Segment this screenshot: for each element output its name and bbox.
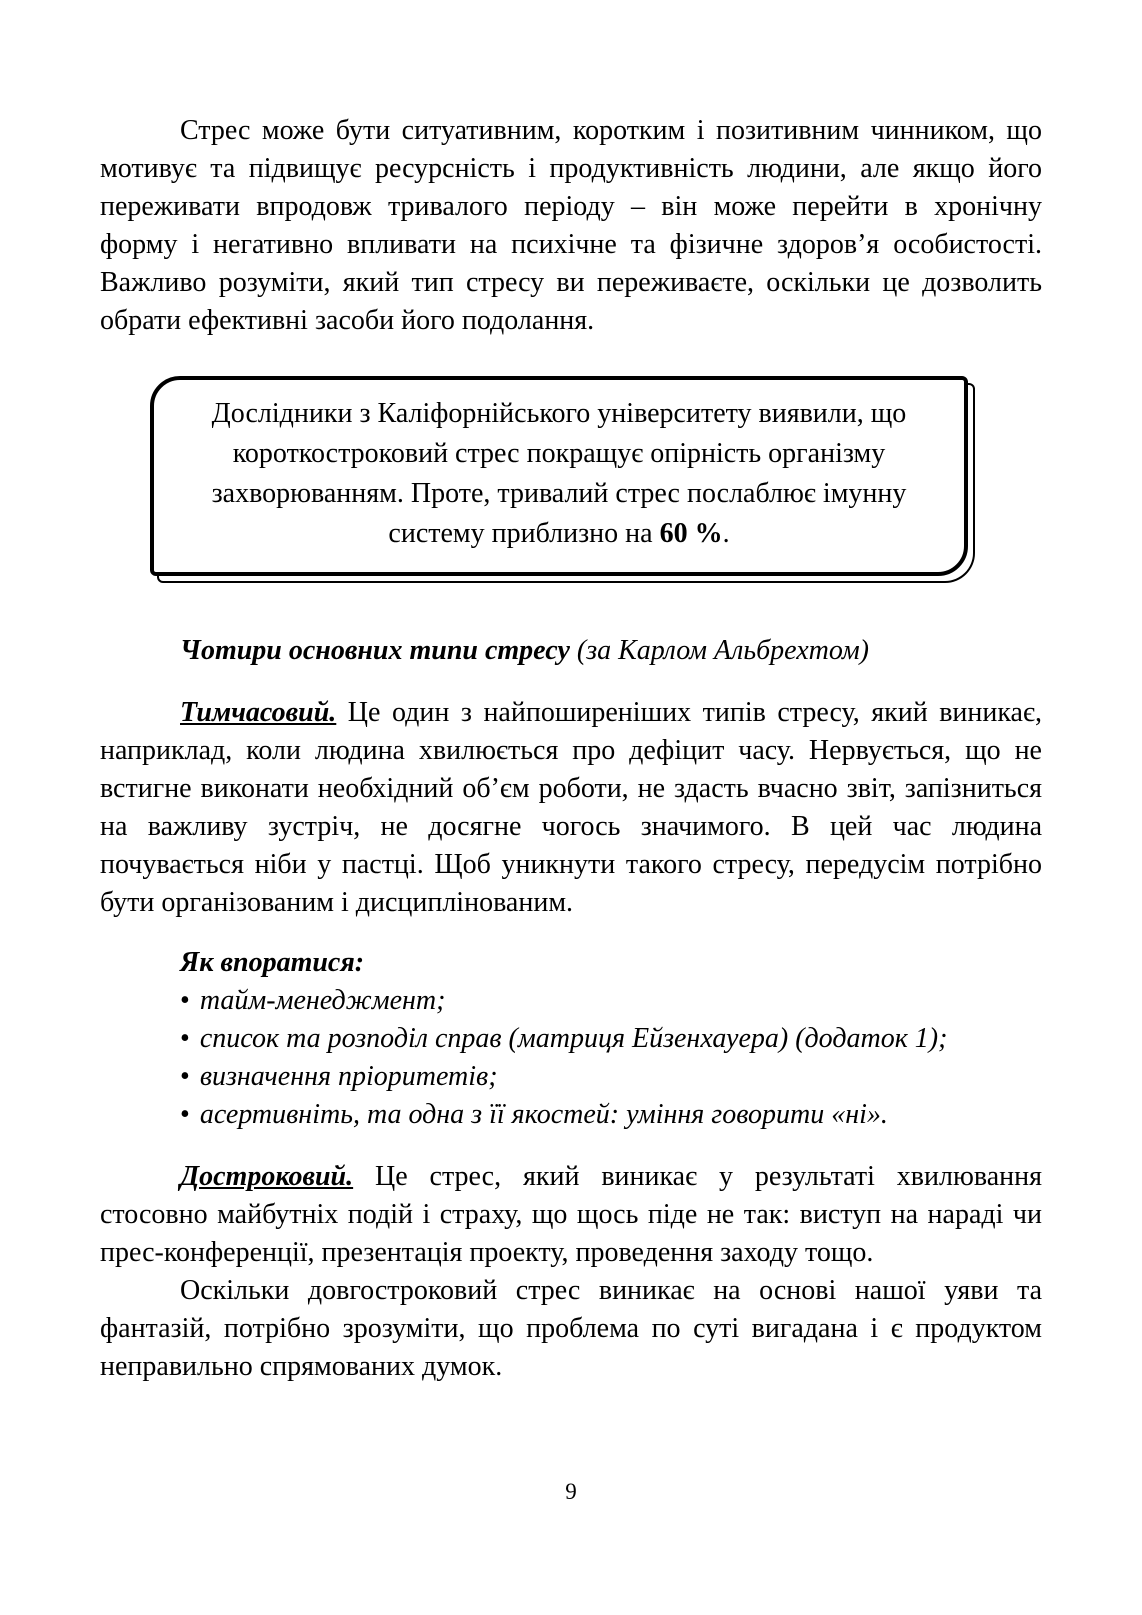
list-item-text: асертивніть, та одна з її якостей: уміння говорити «ні».	[199, 1099, 888, 1130]
section-heading-subtitle: (за Карлом Альбрехтом)	[569, 635, 870, 666]
callout-text-main: Дослідники з Каліфорнійського університету виявили, що короткостроковий стрес покращує опірність організму захворюванням. Проте, тривалий стрес послаблює імунну систему приблизно на	[211, 398, 907, 549]
section-heading	[100, 632, 1042, 670]
paragraph-anticipatory-stress-2: Оскільки довгостроковий стрес виникає на основі нашої уяви та фантазій, потрібно зрозуміти, що проблема по суті вигадана і є продуктом неправильно спрямованих думок.	[100, 1275, 1042, 1382]
bullet-icon: •	[180, 985, 190, 1016]
callout-highlight-value: 60 %	[659, 518, 723, 549]
section-heading-title: Чотири основних типи стресу	[180, 635, 570, 666]
paragraph-temporary-stress-text: Це один з найпоширеніших типів стресу, який виникає, наприклад, коли людина хвилюється про дефіцит часу. Нервується, що не встигне виконати необхідний об’єм роботи, не здасть вчасно звіт, запізниться на важливу зустріч, не досягне чогось значимого. В цей час людина почувається ніби у пастці. Щоб уникнути такого стресу, передусім потрібно бути організованим і дисциплінованим.	[100, 697, 1042, 918]
list-item-text: визначення пріоритетів;	[199, 1061, 498, 1092]
page-footer	[0, 1480, 1142, 1503]
callout-text-suffix: .	[722, 518, 730, 549]
term-temporary-stress: Тимчасовий.	[180, 697, 337, 728]
list-item-text: список та розподіл справ (матриця Ейзенхауера) (додаток 1);	[199, 1023, 948, 1054]
intro-paragraph: Стрес може бути ситуативним, коротким і позитивним чинником, що мотивує та підвищує ресурсність і продуктивність людини, але якщо його переживати впродовж тривалого періоду – він може перейти в хронічну форму і негативно впливати на психічне та фізичне здоров’я особистості. Важливо розуміти, який тип стресу ви переживаєте, оскільки це дозволить обрати ефективні засоби його подолання.	[100, 115, 1042, 336]
bullet-icon: •	[180, 1061, 190, 1092]
list-item	[100, 1096, 1042, 1134]
bullet-icon: •	[180, 1023, 190, 1054]
subheading-how-to-cope: Як впоратися:	[180, 947, 365, 978]
callout-text	[182, 394, 936, 554]
paragraph-anticipatory-stress	[100, 1158, 1042, 1272]
list-item	[100, 982, 1042, 1020]
list-item-text: тайм-менеджмент;	[199, 985, 446, 1016]
paragraph-anticipatory-stress-text: Це стрес, який виникає у результаті хвилювання стосовно майбутніх подій і страху, що щось піде не так: виступ на нараді чи прес-конференції, презентація проекту, проведення заходу тощо.	[100, 1161, 1042, 1268]
list-item	[100, 1020, 1042, 1058]
paragraph-temporary-stress	[100, 694, 1042, 922]
bullet-list	[100, 982, 1042, 1134]
term-anticipatory-stress: Достроковий.	[180, 1161, 354, 1192]
page-number: 9	[565, 1479, 577, 1504]
callout-box	[150, 376, 968, 576]
list-item	[100, 1058, 1042, 1096]
bullet-icon: •	[180, 1099, 190, 1130]
